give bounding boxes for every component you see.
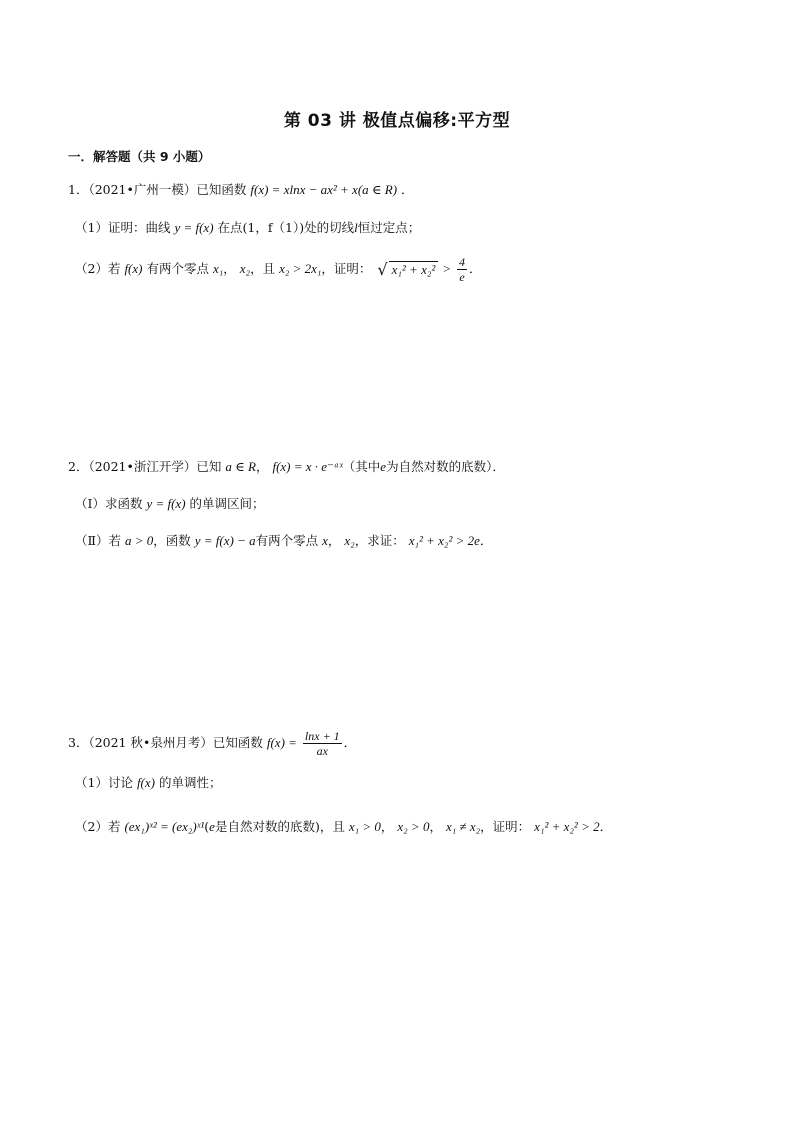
- page-title: 第 03 讲 极值点偏移:平方型: [283, 111, 511, 131]
- question-3-part-2: （2）若 (ex₁)ˣ² = (ex₂)ˣ¹(e是自然对数的底数)，且 x₁ > 0， x₂ > 0， x₁ ≠ x₂，证明： x₁² + x₂² > 2．: [75, 819, 613, 834]
- sqrt-sign: √: [377, 259, 388, 279]
- section-heading: 一．解答题（共 9 小题）: [68, 149, 211, 164]
- question-2-part-1: （Ⅰ）求函数 y = f(x) 的单调区间；: [75, 496, 265, 511]
- question-1-part-2: （2）若 f(x) 有两个零点 x₁， x₂，且 x₂ > 2x₁，证明： √ x₁² + x₂² > $\frac{4}{e}$ ．: [75, 255, 482, 284]
- question-3-part-1: （1）讨论 f(x) 的单调性；: [75, 775, 222, 790]
- question-1-part-1: （1）证明：曲线 y = f(x) 在点(1，f（1）)处的切线l恒过定点；: [75, 220, 421, 235]
- q3-function-fraction: $\frac{\ln x + 1}{ax}$: [304, 729, 340, 758]
- q1-fraction-4-over-e: $\frac{4}{e}$: [459, 255, 466, 284]
- q3-inequality: x₁² + x₂² > 2: [534, 819, 600, 834]
- question-3-intro: 3．（2021 秋•泉州月考）已知函数 f(x) = $\frac{\ln x + 1}{ax}$ ．: [68, 729, 357, 758]
- q1-sqrt-expression: x₁² + x₂²: [389, 261, 439, 278]
- question-2-part-2: （Ⅱ）若 a > 0，函数 y = f(x) − a有两个零点 x， x₂，求证： x₁² + x₂² > 2e．: [75, 533, 493, 548]
- question-1-intro: 1．（2021•广州一模）已知函数 f(x) = xlnx − ax² + x(a ∈ R) ．: [68, 182, 414, 197]
- q1-function-formula: f(x) = xlnx − ax² + x(a ∈ R): [250, 182, 398, 197]
- q3-equation: (ex₁)ˣ² = (ex₂)ˣ¹: [124, 819, 205, 834]
- q2-inequality: x₁² + x₂² > 2e: [408, 533, 480, 548]
- question-2-intro: 2．（2021•浙江开学）已知 a ∈ R， f(x) = x · e⁻ᵃˣ（其中e为自然对数的底数）．: [68, 459, 505, 474]
- q2-function-formula: f(x) = x · e⁻ᵃˣ: [272, 459, 343, 474]
